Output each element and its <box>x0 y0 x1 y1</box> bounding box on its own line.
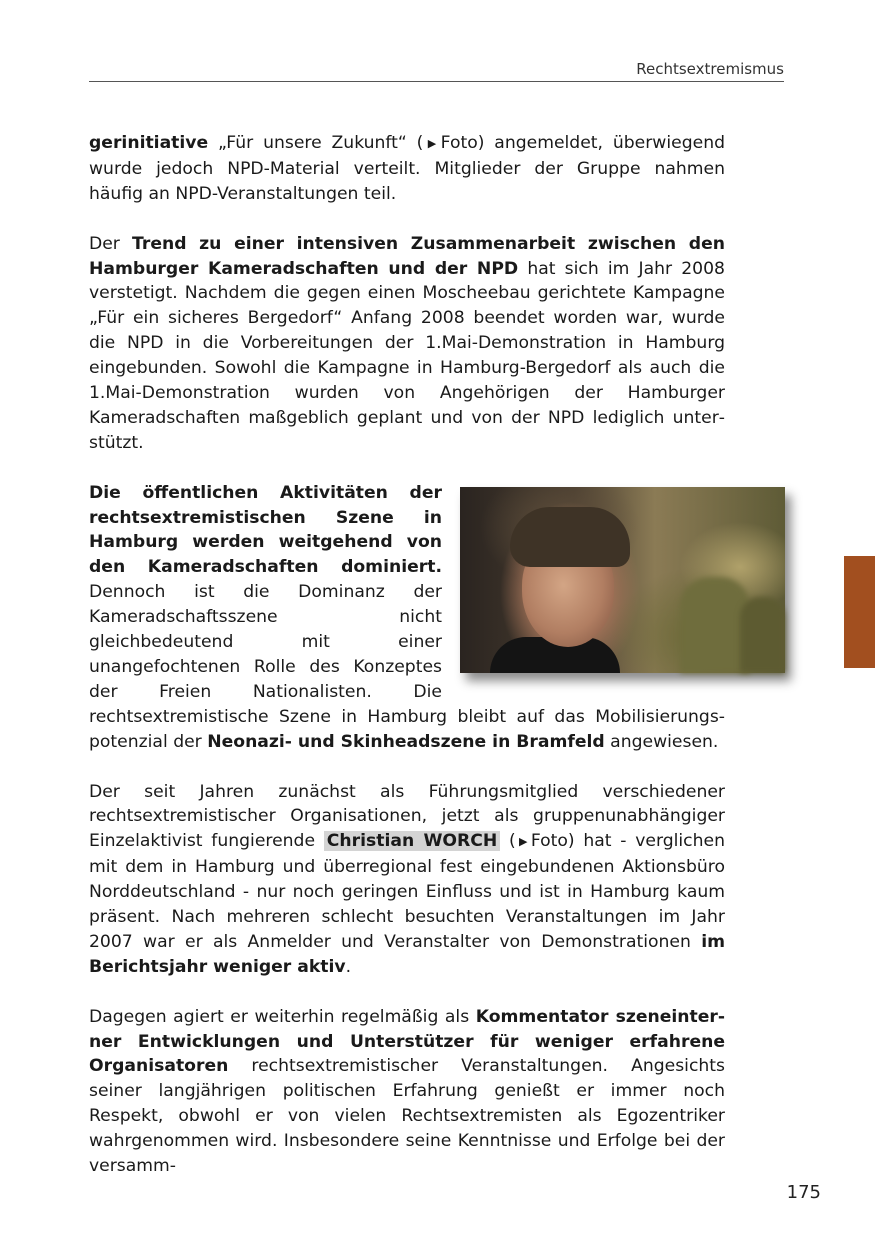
running-header: Rechtsextremismus <box>636 60 784 78</box>
bold-term: Kommentator szeneinterner Entwicklungen und Unterstützer für weniger erfahrene Organisatoren <box>89 1006 725 1077</box>
bold-term: im Berichtsjahr weniger aktiv <box>89 931 725 977</box>
header-rule <box>89 81 784 82</box>
paragraph-3: Die öffentlichen Aktivitäten der rechtsextremistischen Szene in Hamburg werden weitgehend von den Kameradschaften dominiert. Dennoch ist die Dominanz der Kameradschaftsszene nicht gleichbedeutend mit einer unangefochtenen Rolle des Konzeptes der Freien Nationalisten. Die rechtsextremistische Szene in Hamburg bleibt auf das Mobilisierungspotenzial der Neonazi- und Skinheadszene in Bramfeld angewiesen. <box>89 481 725 755</box>
portrait-photo <box>460 487 785 673</box>
page-number: 175 <box>786 1182 821 1203</box>
paragraph-2: Der Trend zu einer intensiven Zusammenarbeit zwischen den Hamburger Kameradschaften und der NPD hat sich im Jahr 2008 verstetigt. Nachdem die gegen einen Moscheebau gerichtete Kampagne „Für ein sicheres Bergedorf“ Anfang 2008 beendet worden war, wurde die NPD in die Vorbereitungen der 1.Mai-Demonstration in Hamburg eingebunden. Sowohl die Kampagne in Hamburg-Bergedorf als auch die 1.Mai-Demonstration wurden von Angehörigen der Hamburger Kameradschaften maßgeblich geplant und von der NPD lediglich unterstützt. <box>89 233 725 453</box>
chapter-tab <box>844 556 875 668</box>
background-figure <box>740 597 785 673</box>
bold-term: gerinitiative <box>89 133 209 153</box>
paragraph-4: Der seit Jahren zunächst als Führungsmitglied verschiedener rechtsextremistischer Organisationen, jetzt als gruppenunabhängiger Einzelaktivist fungierende Christian WORCH (▶Foto) hat - verglichen mit dem in Hamburg und überregional fest eingebundenen Aktionsbüro Norddeutschland - nur noch geringen Einfluss und ist in Hamburg kaum präsent. Nach mehreren schlecht besuchten Veranstaltungen im Jahr 2007 war er als Anmelder und Veranstalter von Demonstrationen im Berichtsjahr weniger aktiv. <box>89 781 725 977</box>
photo-frame <box>460 487 785 685</box>
body-text <box>89 131 725 1204</box>
bold-term: Trend zu einer intensiven Zusammenarbeit zwischen den Hamburger Kameradschaften und der NPD <box>89 233 725 279</box>
arrow-right-icon: ▶ <box>423 137 441 150</box>
paragraph-5: Dagegen agiert er weiterhin regelmäßig als Kommentator szeneinterner Entwicklungen und Unterstützer für weniger erfahrene Organisatoren rechtsextremistischer Veranstaltungen. Angesichts seiner langjährigen politischen Erfahrung genießt er immer noch Respekt, obwohl er von vielen Rechtsextremisten als Egozentriker wahrgenommen wird. Insbesondere seine Kenntnisse und Erfolge bei der versamm- <box>89 1006 725 1177</box>
paragraph-1: gerinitiative „Für unsere Zukunft“ (▶Foto) angemeldet, überwiegend wurde jedoch NPD-Material verteilt. Mitglieder der Gruppe nahmen häufig an NPD-Veranstaltungen teil. <box>89 133 725 204</box>
bold-term: Die öffentlichen Aktivitäten der rechtsextremistischen Szene in Hamburg werden weitgehend von den Kameradschaften dominiert. <box>89 482 442 578</box>
highlighted-name: Christian WORCH <box>324 831 500 851</box>
hair-shape <box>510 507 630 567</box>
bold-term: Neonazi- und Skinheadszene in Bramfeld <box>207 731 605 752</box>
arrow-right-icon: ▶ <box>515 835 531 849</box>
